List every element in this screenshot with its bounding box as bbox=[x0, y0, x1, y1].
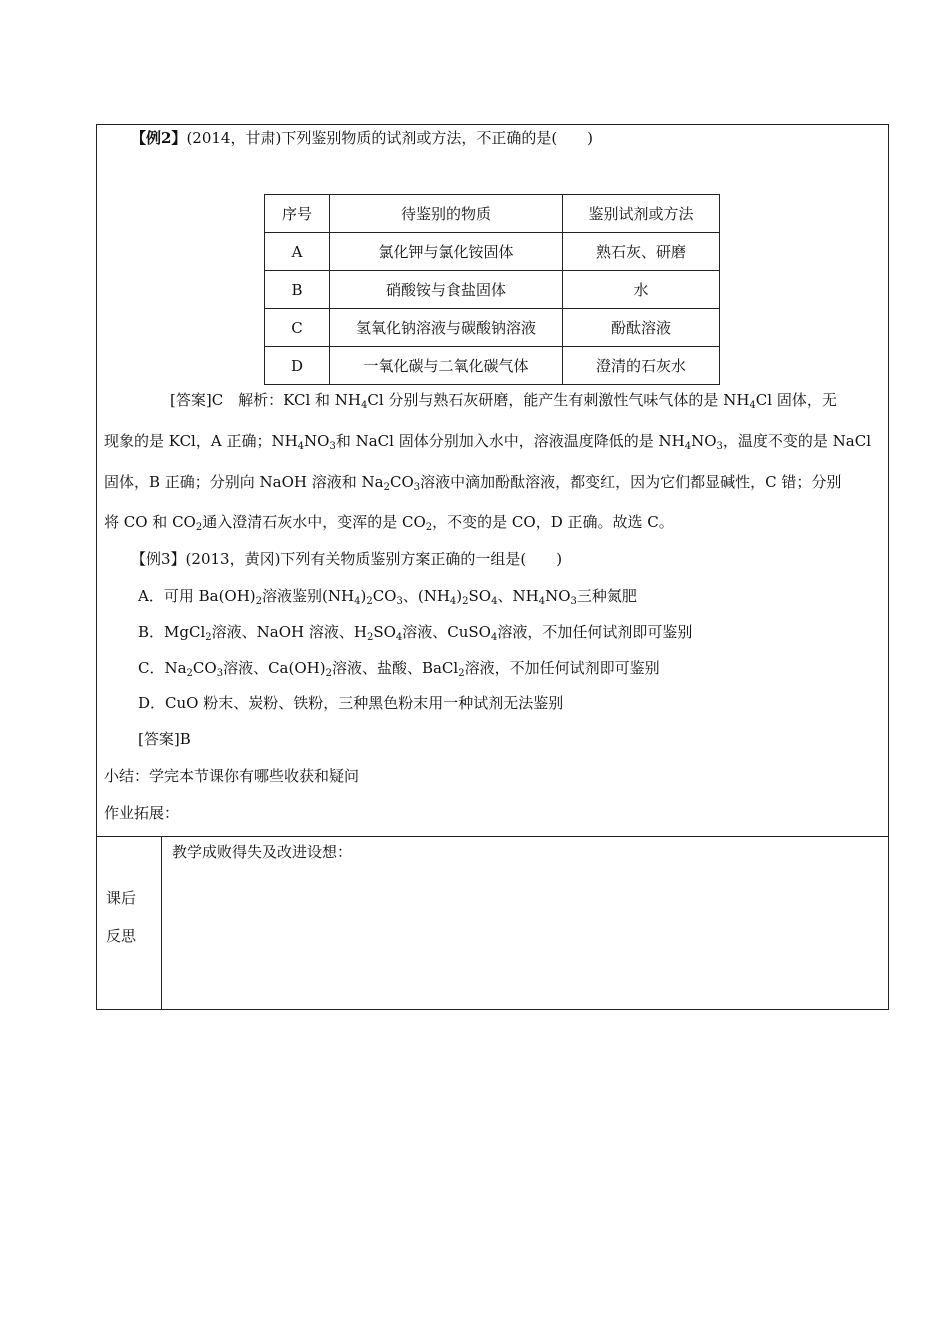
example3-option-a: A．可用 $Ba(OH)_2$溶液鉴别$(NH_4)_2CO_3$、$(NH_4)_2SO_4$、$NH_4NO_3$三种氮肥 bbox=[138, 587, 637, 607]
example2-answer-line4: 将 CO 和 $CO_2$通入澄清石灰水中，变浑的是 $CO_2$，不变的是 CO，D 正确。故选 C。 bbox=[104, 513, 674, 533]
table-cell: 水 bbox=[563, 271, 720, 309]
section-divider bbox=[96, 836, 889, 837]
table-cell: 澄清的石灰水 bbox=[563, 347, 720, 385]
example3-option-d: D．CuO 粉末、炭粉、铁粉，三种黑色粉末用一种试剂无法鉴别 bbox=[138, 694, 564, 712]
table-cell: B bbox=[265, 271, 330, 309]
table-cell: C bbox=[265, 309, 330, 347]
identification-table bbox=[264, 194, 720, 385]
table-cell: 一氧化碳与二氧化碳气体 bbox=[330, 347, 563, 385]
example3-option-c: C．$Na_2CO_3$溶液、$Ca(OH)_2$溶液、盐酸、BaCl$_2$溶液，不加任何试剂即可鉴别 bbox=[138, 659, 660, 679]
reflection-label-line1: 课后 bbox=[106, 889, 137, 907]
reflection-label-line2: 反思 bbox=[106, 927, 137, 945]
summary-text: 小结：学完本节课你有哪些收获和疑问 bbox=[104, 767, 360, 785]
reflection-column-divider bbox=[161, 836, 162, 1010]
example3-answer: [答案]B bbox=[138, 730, 191, 748]
example3-heading: 【例3】(2013，黄冈)下列有关物质鉴别方案正确的一组是( ) bbox=[131, 550, 563, 568]
example2-answer-line2: 现象的是 KCl，A 正确；$NH_4NO_3$和 NaCl 固体分别加入水中，溶液温度降低的是 $NH_4NO_3$，温度不变的是 NaCl bbox=[104, 432, 872, 452]
table-row bbox=[265, 347, 720, 385]
table-cell: 熟石灰、研磨 bbox=[563, 233, 720, 271]
table-cell: 硝酸铵与食盐固体 bbox=[330, 271, 563, 309]
table-cell: 氢氧化钠溶液与碳酸钠溶液 bbox=[330, 309, 563, 347]
table-header: 序号 bbox=[265, 195, 330, 233]
table-cell: A bbox=[265, 233, 330, 271]
homework-label: 作业拓展： bbox=[104, 804, 180, 822]
table-row bbox=[265, 271, 720, 309]
table-header: 鉴别试剂或方法 bbox=[563, 195, 720, 233]
reflection-prompt: 教学成败得失及改进设想： bbox=[172, 843, 353, 861]
table-header: 待鉴别的物质 bbox=[330, 195, 563, 233]
table-row bbox=[265, 233, 720, 271]
example2-heading: 【例2】(2014，甘肃)下列鉴别物质的试剂或方法，不正确的是( ) bbox=[131, 129, 594, 147]
example3-option-b: B．MgCl$_2$溶液、NaOH 溶液、$H_2SO_4$溶液、CuSO$_4$溶液，不加任何试剂即可鉴别 bbox=[138, 623, 693, 643]
table-cell: 氯化钾与氯化铵固体 bbox=[330, 233, 563, 271]
table-cell: D bbox=[265, 347, 330, 385]
table-cell: 酚酞溶液 bbox=[563, 309, 720, 347]
example2-answer-line3: 固体，B 正确；分别向 NaOH 溶液和 $Na_2CO_3$溶液中滴加酚酞溶液，都变红，因为它们都显碱性，C 错；分别 bbox=[104, 473, 842, 493]
example2-answer-line1: [答案]C 解析：KCl 和 $NH_4Cl$ 分别与熟石灰研磨，能产生有刺激性气味气体的是 $NH_4Cl$ 固体，无 bbox=[170, 391, 837, 411]
table-row bbox=[265, 309, 720, 347]
table-header-row bbox=[265, 195, 720, 233]
